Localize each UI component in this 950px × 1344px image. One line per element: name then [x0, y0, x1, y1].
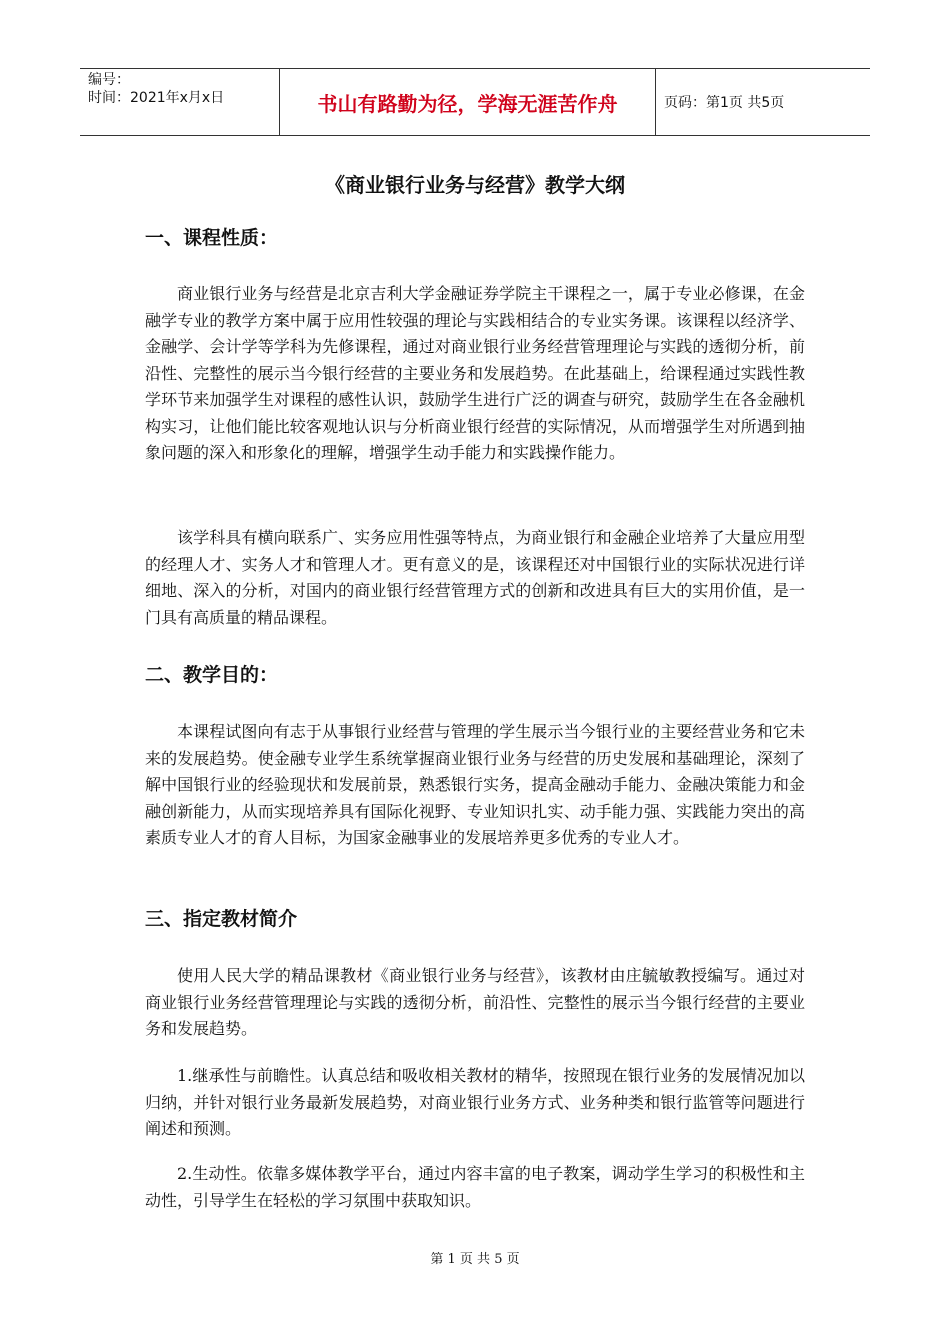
header-meta [80, 69, 280, 135]
time-label: 时间：2021年x月x日 [88, 90, 225, 106]
paragraph-nature-1: 商业银行业务与经营是北京吉利大学金融证券学院主干课程之一，属于专业必修课，在金融学专业的教学方案中属于应用性较强的理论与实践相结合的专业实务课。该课程以经济学、金融学、会计学等学科为先修课程，通过对商业银行业务经营管理理论与实践的透彻分析，前沿性、完整性的展示当今银行经营的主要业务和发展趋势。在此基础上，给课程通过实践性教学环节来加强学生对课程的感性认识，鼓励学生进行广泛的调查与研究，鼓励学生在各金融机构实习，让他们能比较客观地认识与分析商业银行经营的实际情况，从而增强学生对所遇到抽象问题的深入和形象化的理解，增强学生动手能力和实践操作能力。 [145, 284, 805, 462]
header-page-info: 页码：第1页 共5页 [664, 95, 785, 111]
paragraph-purpose-1: 本课程试图向有志于从事银行业经营与管理的学生展示当今银行业的主要经营业务和它未来的发展趋势。使金融专业学生系统掌握商业银行业务与经营的历史发展和基础理论，深刻了解中国银行业的经验现状和发展前景，熟悉银行实务，提高金融动手能力、金融决策能力和金融创新能力，从而实现培养具有国际化视野、专业知识扎实、动手能力强、实践能力突出的高素质专业人才的育人目标，为国家金融事业的发展培养更多优秀的专业人才。 [145, 722, 805, 847]
page-footer: 第 1 页 共 5 页 [430, 1252, 520, 1267]
paragraph-textbook-1: 使用人民大学的精品课教材《商业银行业务与经营》，该教材由庄毓敏教授编写。通过对商业银行业务经营管理理论与实践的透彻分析，前沿性、完整性的展示当今银行经营的主要业务和发展趋势。 [145, 966, 805, 1038]
paragraph-nature-2: 该学科具有横向联系广、实务应用性强等特点，为商业银行和金融企业培养了大量应用型的经理人才、实务人才和管理人才。更有意义的是，该课程还对中国银行业的实际状况进行详细地、深入的分析，对国内的商业银行经营管理方式的创新和改进具有巨大的实用价值，是一门具有高质量的精品课程。 [145, 528, 805, 627]
document-title: 《商业银行业务与经营》教学大纲 [325, 173, 625, 197]
number-label: 编号： [88, 72, 130, 88]
section-heading-nature: 一、课程性质： [145, 227, 279, 249]
paragraph-textbook-3: 2.生动性。依靠多媒体教学平台，通过内容丰富的电子教案，调动学生学习的积极性和主动性，引导学生在轻松的学习氛围中获取知识。 [145, 1164, 805, 1210]
section-heading-textbook: 三、指定教材简介 [145, 908, 298, 930]
header-motto: 书山有路勤为径，学海无涯苦作舟 [280, 69, 656, 135]
section-heading-purpose: 二、教学目的： [145, 664, 279, 686]
paragraph-textbook-2: 1.继承性与前瞻性。认真总结和吸收相关教材的精华，按照现在银行业务的发展情况加以归纳，并针对银行业务最新发展趋势，对商业银行业务方式、业务种类和银行监管等问题进行阐述和预测。 [145, 1066, 805, 1138]
page-header [80, 68, 870, 136]
